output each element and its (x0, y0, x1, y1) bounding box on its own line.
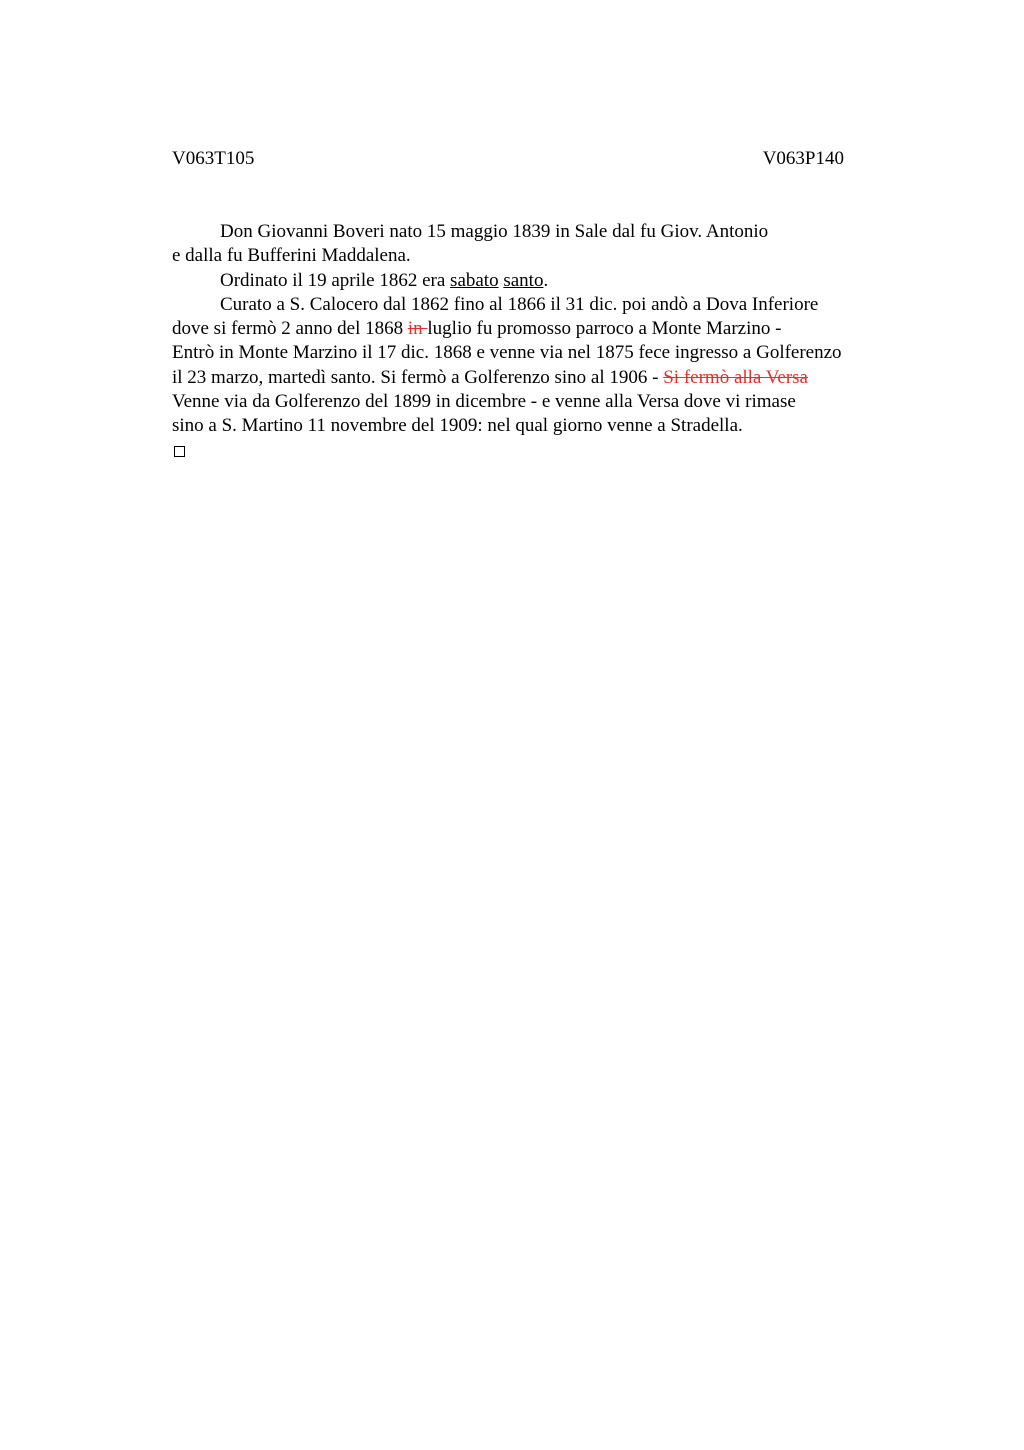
text-span: Venne via da Golferenzo del 1899 in dicembre - e venne alla Versa dove vi rimase (172, 391, 796, 413)
underlined-text: santo (503, 269, 544, 291)
end-marker-line (172, 439, 912, 463)
paragraph-line (172, 244, 912, 268)
document-code-left: V063T105 (172, 148, 255, 169)
text-span: luglio fu promosso parroco a Monte Marzino - (427, 318, 782, 340)
paragraph-line (172, 341, 912, 365)
text-span: e dalla fu Bufferini Maddalena. (172, 245, 411, 267)
text-span: dove si fermò 2 anno del 1868 (172, 318, 408, 340)
page-header (172, 146, 844, 172)
text-span: . (543, 269, 549, 291)
text-span: Curato a S. Calocero dal 1862 fino al 1866 il 31 dic. poi andò a Dova Inferiore (220, 293, 819, 315)
deleted-text: in (407, 318, 428, 340)
text-span: Don Giovanni Boveri nato 15 maggio 1839 in Sale dal fu Giov. Antonio (220, 221, 769, 242)
paragraph-line (172, 317, 912, 341)
text-span: Entrò in Monte Marzino il 17 dic. 1868 e venne via nel 1875 fece ingresso a Golferenzo (172, 342, 842, 364)
paragraph-line (172, 414, 912, 438)
document-body (172, 220, 912, 463)
text-span: il 23 marzo, martedì santo. Si fermò a Golferenzo sino al 1906 - (172, 366, 664, 388)
paragraph-line (172, 366, 912, 390)
paragraph-line (172, 269, 912, 293)
paragraph-line (172, 390, 912, 414)
underlined-text: sabato (450, 269, 499, 291)
document-code-right: V063P140 (762, 148, 844, 169)
text-span: sino a S. Martino 11 novembre del 1909: nel qual giorno venne a Stradella. (172, 415, 743, 437)
paragraph-line (172, 220, 912, 244)
end-of-document-box-icon (174, 446, 185, 457)
paragraph-line (172, 293, 912, 317)
text-span: Ordinato il 19 aprile 1862 era (220, 269, 451, 291)
deleted-text: Si fermò alla Versa (663, 366, 808, 388)
